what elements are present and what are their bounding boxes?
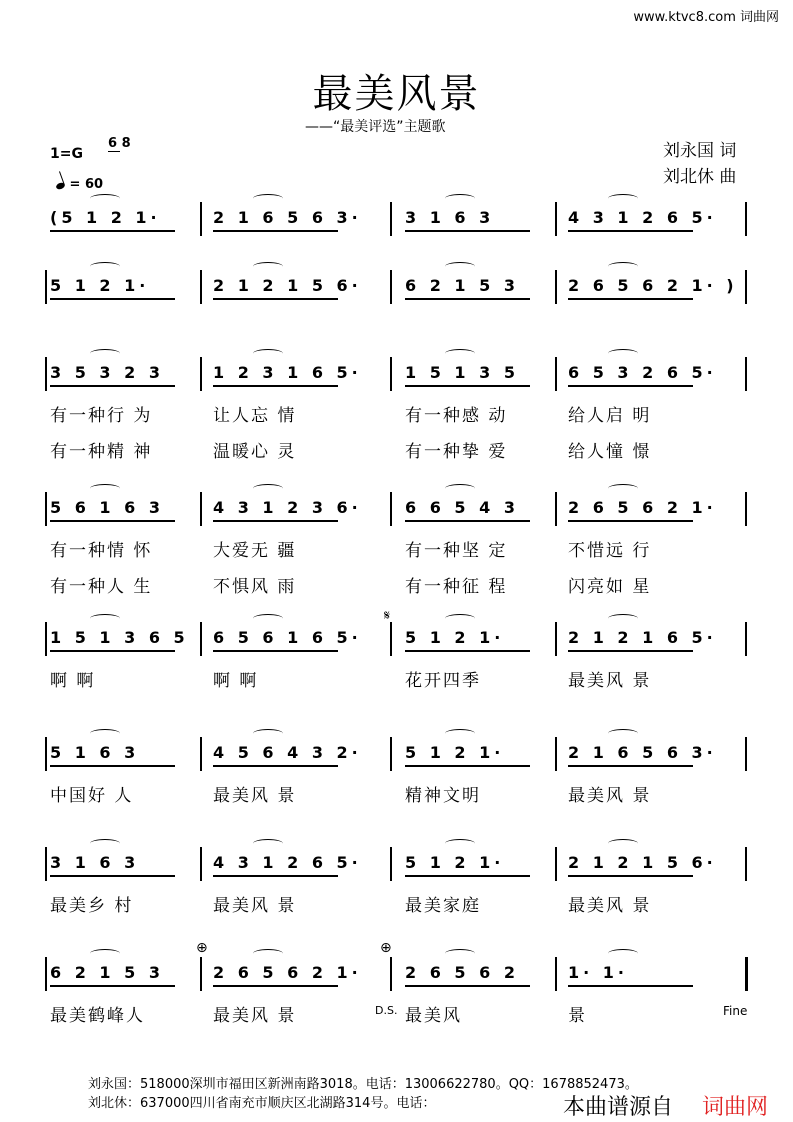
slur (253, 484, 283, 493)
barline (45, 270, 47, 304)
barline (200, 492, 202, 526)
measure-notes: 4 3 1 2 6 5· (568, 208, 717, 227)
lyric-line: 不惧风 雨 (213, 577, 297, 597)
measure-notes: 2 6 5 6 2 (405, 963, 519, 982)
time-bottom: 8 (121, 136, 131, 151)
lyric-line: 给人启 明 (568, 406, 652, 426)
lyric-line: 有一种坚 定 (405, 541, 508, 561)
lyric-line: 最美风 景 (568, 786, 652, 806)
beam-underline (213, 985, 338, 987)
beam-underline (50, 230, 175, 232)
barline (390, 622, 392, 656)
beam-underline (405, 875, 530, 877)
time-signature (108, 138, 131, 150)
slur (445, 262, 475, 271)
beam-underline (568, 230, 693, 232)
lyric-line: 啊 啊 (50, 671, 96, 691)
barline (745, 492, 747, 526)
measure-notes: 2 1 2 1 5 6· (568, 853, 717, 872)
lyric-line: 有一种征 程 (405, 577, 508, 597)
site-watermark: www.ktvc8.com 词曲网 (633, 10, 779, 25)
measure-notes: 2 1 6 5 6 3· (213, 208, 362, 227)
beam-underline (50, 985, 175, 987)
measure-notes: 6 5 6 1 6 5· (213, 628, 362, 647)
measure-notes: 4 3 1 2 3 6· (213, 498, 362, 517)
barline (200, 202, 202, 236)
beam-underline (213, 875, 338, 877)
beam-underline (50, 298, 175, 300)
beam-underline (50, 650, 175, 652)
lyric-line: 最美风 景 (568, 896, 652, 916)
beam-underline (405, 985, 530, 987)
lyric-line: 景 (568, 1006, 587, 1026)
time-top: 6 (108, 136, 118, 151)
barline (555, 957, 557, 991)
measure-notes: 5 1 2 1· (405, 743, 505, 762)
barline (390, 202, 392, 236)
slur (608, 949, 638, 958)
measure-notes: 3 1 6 3 (50, 853, 140, 872)
barline (745, 737, 747, 771)
lyric-line: 让人忘 情 (213, 406, 297, 426)
lyric-line: 最美家庭 (405, 896, 481, 916)
barline (45, 847, 47, 881)
measure-notes: 4 3 1 2 6 5· (213, 853, 362, 872)
coda-icon: ⊕ (380, 940, 392, 956)
beam-underline (568, 298, 693, 300)
lyric-line: 精神文明 (405, 786, 481, 806)
slur (445, 614, 475, 623)
brand-logo: 词曲网 (702, 1095, 769, 1120)
slur (608, 614, 638, 623)
barline (555, 492, 557, 526)
measure-notes: (5 1 2 1· (50, 208, 161, 227)
slur (90, 262, 120, 271)
slur (90, 614, 120, 623)
lyric-line: 有一种行 为 (50, 406, 153, 426)
lyric-line: 温暖心 灵 (213, 442, 297, 462)
tempo-mark (56, 177, 103, 192)
slur (90, 729, 120, 738)
slur (253, 194, 283, 203)
segno-icon: 𝄋 (384, 608, 391, 624)
lyric-line: 啊 啊 (213, 671, 259, 691)
slur (90, 484, 120, 493)
barline (390, 847, 392, 881)
barline (45, 737, 47, 771)
barline (200, 622, 202, 656)
lyric-line: 有一种感 动 (405, 406, 508, 426)
beam-underline (405, 650, 530, 652)
barline (45, 357, 47, 391)
beam-underline (568, 875, 693, 877)
measure-notes: 6 2 1 5 3 (50, 963, 164, 982)
lyric-line: 最美风 景 (213, 896, 297, 916)
barline (390, 270, 392, 304)
slur (608, 484, 638, 493)
lyric-line: 最美风 (405, 1006, 462, 1026)
lyric-line: 闪亮如 星 (568, 577, 652, 597)
lyric-line: 不惜远 行 (568, 541, 652, 561)
beam-underline (568, 385, 693, 387)
slur (608, 729, 638, 738)
barline (200, 357, 202, 391)
measure-notes: 6 5 3 2 6 5· (568, 363, 717, 382)
slur (445, 194, 475, 203)
beam-underline (405, 298, 530, 300)
beam-underline (568, 985, 693, 987)
measure-notes: 5 1 2 1· (50, 276, 150, 295)
measure-notes: 6 6 5 4 3 (405, 498, 519, 517)
lyric-line: 最美风 景 (213, 786, 297, 806)
measure-notes: 6 2 1 5 3 (405, 276, 519, 295)
barline (390, 737, 392, 771)
barline (200, 737, 202, 771)
footer-contact-composer: 刘北休：637000四川省南充市顺庆区北湖路314号。电话： (88, 1096, 436, 1111)
lyric-line: 最美风 景 (213, 1006, 297, 1026)
slur (253, 839, 283, 848)
lyric-line: 中国好 人 (50, 786, 134, 806)
slur (90, 349, 120, 358)
barline (200, 957, 202, 991)
barline (745, 202, 747, 236)
barline (390, 957, 392, 991)
measure-notes: 2 6 5 6 2 1· (568, 498, 717, 517)
slur (90, 839, 120, 848)
slur (445, 484, 475, 493)
barline (200, 270, 202, 304)
slur (253, 262, 283, 271)
barline (45, 492, 47, 526)
slur (445, 839, 475, 848)
beam-underline (213, 520, 338, 522)
lyric-line: 最美鹤峰人 (50, 1006, 145, 1026)
lyric-line: 有一种人 生 (50, 577, 153, 597)
measure-notes: 1 5 1 3 5 (405, 363, 519, 382)
lyricist-credit: 刘永国 词 (663, 141, 737, 161)
slur (445, 949, 475, 958)
lyric-line: 有一种挚 爱 (405, 442, 508, 462)
measure-notes: 2 1 2 1 6 5· (568, 628, 717, 647)
beam-underline (50, 520, 175, 522)
slur (253, 349, 283, 358)
beam-underline (50, 385, 175, 387)
composer-credit: 刘北休 曲 (663, 167, 737, 187)
beam-underline (405, 385, 530, 387)
beam-underline (568, 650, 693, 652)
measure-notes: 1 2 3 1 6 5· (213, 363, 362, 382)
barline (200, 847, 202, 881)
slur (253, 949, 283, 958)
beam-underline (50, 765, 175, 767)
measure-notes: 3 5 3 2 3 (50, 363, 164, 382)
lyric-line: 最美乡 村 (50, 896, 134, 916)
beam-underline (405, 520, 530, 522)
beam-underline (213, 298, 338, 300)
barline (555, 847, 557, 881)
barline (45, 622, 47, 656)
beam-underline (568, 520, 693, 522)
measure-notes: 5 1 2 1· (405, 853, 505, 872)
slur (253, 729, 283, 738)
measure-notes: 5 6 1 6 3 (50, 498, 164, 517)
measure-notes: 1 5 1 3 6 5 (50, 628, 189, 647)
slur (608, 262, 638, 271)
barline (745, 622, 747, 656)
slur (445, 349, 475, 358)
key-signature: 1=G (50, 146, 83, 162)
beam-underline (213, 385, 338, 387)
lyric-line: 有一种精 神 (50, 442, 153, 462)
slur (90, 949, 120, 958)
barline (390, 492, 392, 526)
measure-notes: 3 1 6 3 (405, 208, 495, 227)
ds-marker: D.S. (375, 1004, 398, 1017)
song-title: 最美风景 (312, 71, 481, 117)
barline (745, 847, 747, 881)
barline (555, 622, 557, 656)
song-subtitle: ——“最美评选”主题歌 (305, 119, 446, 135)
lyric-line: 最美风 景 (568, 671, 652, 691)
beam-underline (568, 765, 693, 767)
measure-notes: 5 1 2 1· (405, 628, 505, 647)
barline (555, 270, 557, 304)
beam-underline (405, 765, 530, 767)
coda-icon: ⊕ (196, 940, 208, 956)
beam-underline (213, 765, 338, 767)
quarter-note-icon (55, 182, 66, 191)
source-label: 本曲谱源自 (563, 1095, 674, 1120)
measure-notes: 5 1 6 3 (50, 743, 140, 762)
beam-underline (213, 650, 338, 652)
barline (555, 202, 557, 236)
beam-underline (405, 230, 530, 232)
beam-underline (50, 875, 175, 877)
lyric-line: 有一种情 怀 (50, 541, 153, 561)
slur (608, 194, 638, 203)
barline (390, 357, 392, 391)
barline (45, 957, 47, 991)
measure-notes: 2 6 5 6 2 1· ) (568, 276, 738, 295)
barline (745, 270, 747, 304)
barline (555, 357, 557, 391)
slur (608, 839, 638, 848)
measure-notes: 1· 1· (568, 963, 628, 982)
tempo-value: = 60 (69, 177, 104, 192)
slur (90, 194, 120, 203)
barline (745, 957, 748, 991)
barline (555, 737, 557, 771)
lyric-line: 给人憧 憬 (568, 442, 652, 462)
lyric-line: 大爱无 疆 (213, 541, 297, 561)
measure-notes: 2 1 2 1 5 6· (213, 276, 362, 295)
slur (445, 729, 475, 738)
measure-notes: 2 6 5 6 2 1· (213, 963, 362, 982)
footer-contact-lyricist: 刘永国：518000深圳市福田区新洲南路3018。电话：13006622780。QQ：1678852473。 (88, 1077, 638, 1092)
barline (745, 357, 747, 391)
slur (253, 614, 283, 623)
fine-marker: Fine (723, 1004, 748, 1018)
beam-underline (213, 230, 338, 232)
measure-notes: 2 1 6 5 6 3· (568, 743, 717, 762)
slur (608, 349, 638, 358)
measure-notes: 4 5 6 4 3 2· (213, 743, 362, 762)
lyric-line: 花开四季 (405, 671, 481, 691)
